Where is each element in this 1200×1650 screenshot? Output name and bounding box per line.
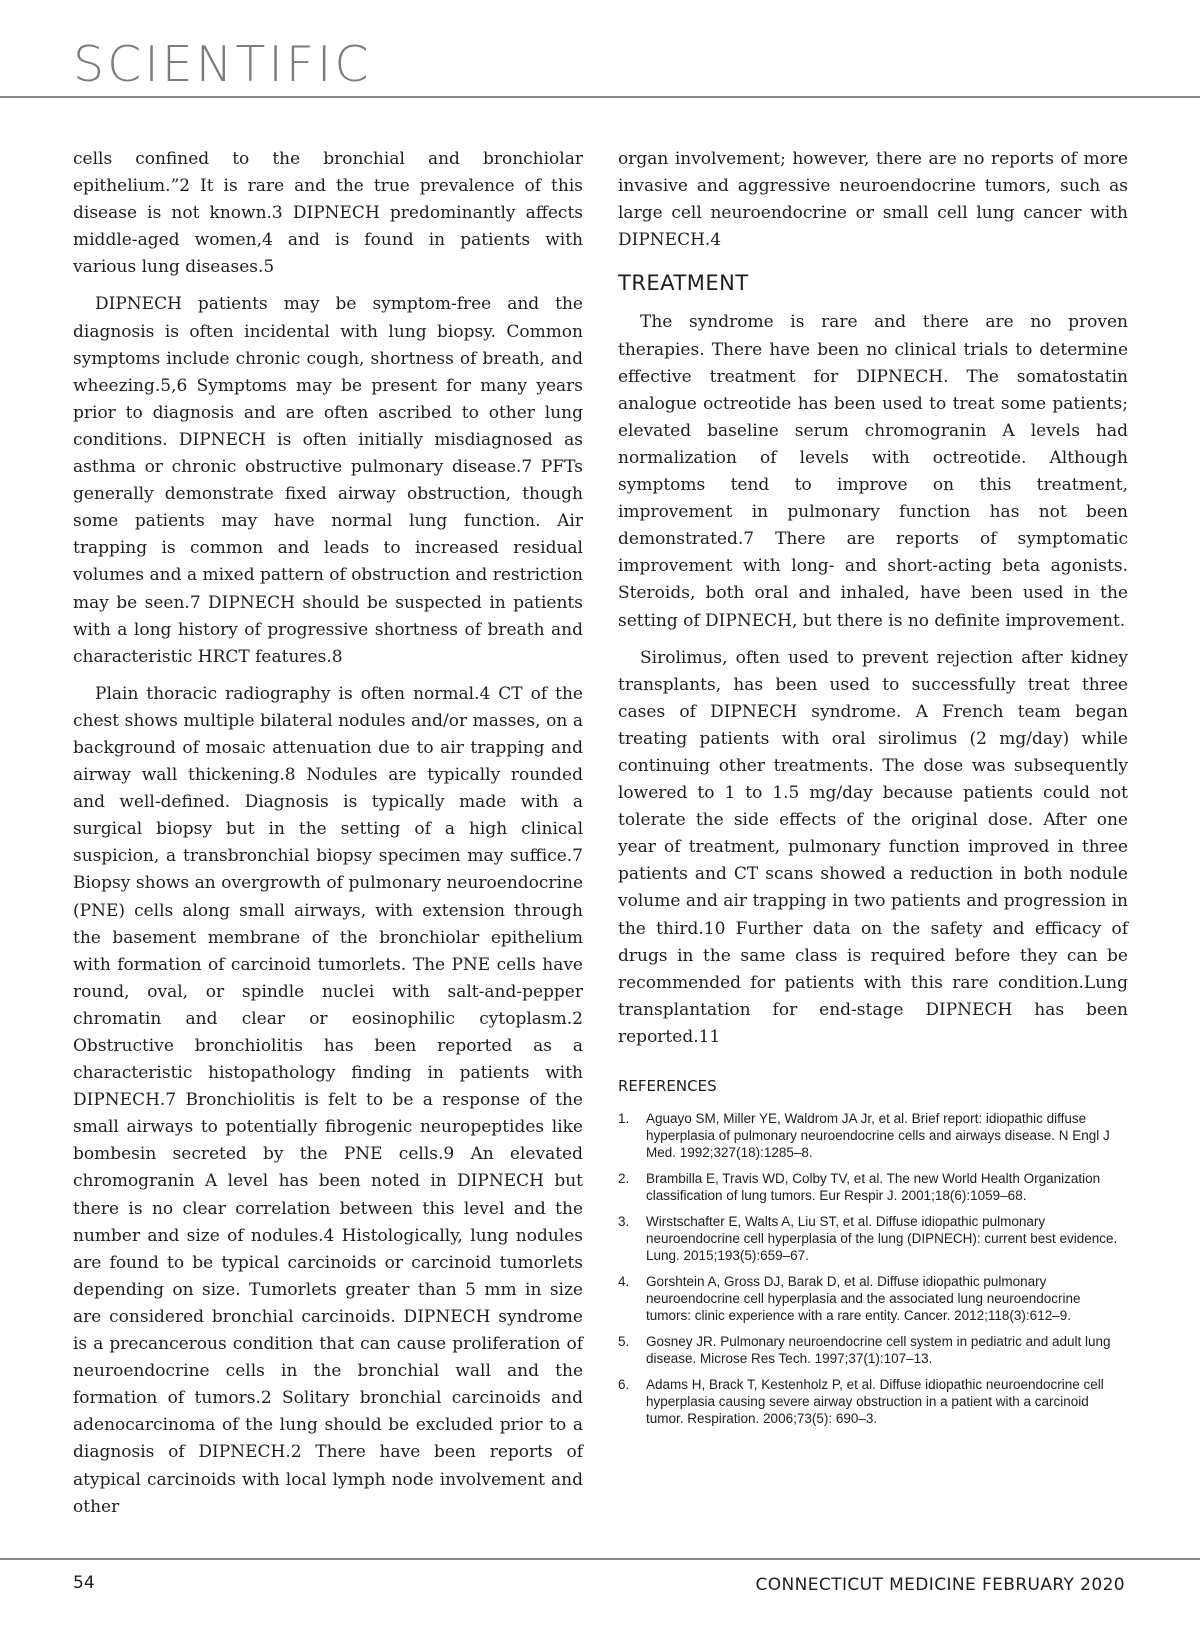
body-paragraph: Sirolimus, often used to prevent rejection after kidney transplants, has been used to successfully treat three cases of DIPNECH syndrome. A French team began treating patients with oral sirolimus (2 mg/day) while continuing other treatments. The dose was subsequently lowered to 1 to 1.5 mg/day because patients could not tolerate the side effects of the original dose. After one year of treatment, pulmonary function improved in three patients and CT scans showed a reduction in both nodule volume and air trapping in two patients and progression in the third.10 Further data on the safety and efficacy of drugs in the same class is required before they can be recommended for patients with this rare condition.Lung transplantation for end-stage DIPNECH has been reported.11 bbox=[618, 647, 1128, 1047]
reference-text: Gorshtein A, Gross DJ, Barak D, et al. Diffuse idiopathic pulmonary neuroendocrine cell hyperplasia and the associated lung neuroendocrine tumors: clinic experience with a rare entity. Cancer. 2012;118(3):612–9. bbox=[646, 1274, 1081, 1324]
reference-item bbox=[618, 1333, 1128, 1367]
bottom-divider bbox=[0, 1558, 1200, 1560]
reference-item bbox=[618, 1273, 1128, 1324]
section-header: SCIENTIFIC bbox=[73, 36, 372, 93]
top-divider bbox=[0, 96, 1200, 98]
reference-text: Aguayo SM, Miller YE, Waldrom JA Jr, et al. Brief report: idiopathic diffuse hyperplasia of pulmonary neuroendocrine cells and airways disease. N Engl J Med. 1992;327(18):1285–8. bbox=[646, 1111, 1110, 1161]
body-paragraph: organ involvement; however, there are no reports of more invasive and aggressive neuroendocrine tumors, such as large cell neuroendocrine or small cell lung cancer with DIPNECH.4 bbox=[618, 149, 1128, 251]
reference-number: 1. bbox=[618, 1111, 630, 1127]
page-number: 54 bbox=[73, 1573, 95, 1593]
reference-number: 4. bbox=[618, 1274, 630, 1290]
journal-footer: CONNECTICUT MEDICINE FEBRUARY 2020 bbox=[755, 1575, 1125, 1595]
body-paragraph: DIPNECH patients may be symptom-free and the diagnosis is often incidental with lung biopsy. Common symptoms include chronic cough, shortness of breath, and wheezing.5,6 Symptoms may be present for many years prior to diagnosis and are often ascribed to other lung conditions. DIPNECH is often initially misdiagnosed as asthma or chronic obstructive pulmonary disease.7 PFTs generally demonstrate fixed airway obstruction, though some patients may have normal lung function. Air trapping is common and leads to increased residual volumes and a mixed pattern of obstruction and restriction may be seen.7 DIPNECH should be suspected in patients with a long history of progressive shortness of breath and characteristic HRCT features.8 bbox=[73, 294, 583, 667]
left-column bbox=[73, 146, 583, 1531]
reference-text: Brambilla E, Travis WD, Colby TV, et al. The new World Health Organization classification of lung tumors. Eur Respir J. 2001;18(6):1059–68. bbox=[646, 1171, 1101, 1204]
body-paragraph: cells confined to the bronchial and bronchiolar epithelium.”2 It is rare and the true prevalence of this disease is not known.3 DIPNECH predominantly affects middle-aged women,4 and is found in patients with various lung diseases.5 bbox=[73, 149, 583, 278]
body-paragraph: The syndrome is rare and there are no proven therapies. There have been no clinical trials to determine effective treatment for DIPNECH. The somatostatin analogue octreotide has been used to treat some patients; elevated baseline serum chromogranin A levels had normalization of levels with octreotide. Although symptoms tend to improve on this treatment, improvement in pulmonary function has not been demonstrated.7 There are reports of symptomatic improvement with long- and short-acting beta agonists. Steroids, both oral and inhaled, have been used in the setting of DIPNECH, but there is no definite improvement. bbox=[618, 312, 1128, 631]
reference-number: 6. bbox=[618, 1377, 630, 1393]
reference-text: Adams H, Brack T, Kestenholz P, et al. Diffuse idiopathic neuroendocrine cell hyperplasia causing severe airway obstruction in a patient with a carcinoid tumor. Respiration. 2006;73(5): 690–3. bbox=[646, 1377, 1104, 1427]
reference-text: Wirstschafter E, Walts A, Liu ST, et al. Diffuse idiopathic pulmonary neuroendocrine cell hyperplasia of the lung (DIPNECH): current best evidence. Lung. 2015;193(5):659–67. bbox=[646, 1214, 1118, 1264]
reference-number: 5. bbox=[618, 1334, 630, 1350]
reference-item bbox=[618, 1213, 1128, 1264]
reference-number: 3. bbox=[618, 1214, 630, 1230]
reference-text: Gosney JR. Pulmonary neuroendocrine cell system in pediatric and adult lung disease. Microse Res Tech. 1997;37(1):107–13. bbox=[646, 1334, 1111, 1367]
references-heading: REFERENCES bbox=[618, 1077, 717, 1095]
reference-item bbox=[618, 1170, 1128, 1204]
reference-item bbox=[618, 1110, 1128, 1161]
treatment-heading: TREATMENT bbox=[618, 271, 749, 296]
right-column bbox=[618, 146, 1128, 1436]
body-paragraph: Plain thoracic radiography is often normal.4 CT of the chest shows multiple bilateral nodules and/or masses, on a background of mosaic attenuation due to air trapping and airway wall thickening.8 Nodules are typically rounded and well-defined. Diagnosis is typically made with a surgical biopsy but in the setting of a high clinical suspicion, a transbronchial biopsy specimen may suffice.7 Biopsy shows an overgrowth of pulmonary neuroendocrine (PNE) cells along small airways, with extension through the basement membrane of the bronchiolar epithelium with formation of carcinoid tumorlets. The PNE cells have round, oval, or spindle nuclei with salt-and-pepper chromatin and clear or eosinophilic cytoplasm.2 Obstructive bronchiolitis has been reported as a characteristic histopathology finding in patients with DIPNECH.7 Bronchiolitis is felt to be a response of the small airways to potentially fibrogenic neuropeptides like bombesin secreted by the PNE cells.9 An elevated chromogranin A level has been noted in DIPNECH but there is no clear correlation between this level and the number and size of nodules.4 Histologically, lung nodules are found to be typical carcinoids or carcinoid tumorlets depending on size. Tumorlets greater than 5 mm in size are considered bronchial carcinoids. DIPNECH syndrome is a precancerous condition that can cause proliferation of neuroendocrine cells in the bronchial wall and the formation of tumors.2 Solitary bronchial carcinoids and adenocarcinoma of the lung should be excluded prior to a diagnosis of DIPNECH.2 There have been reports of atypical carcinoids with local lymph node involvement and other bbox=[73, 683, 583, 1517]
reference-number: 2. bbox=[618, 1171, 630, 1187]
references-list bbox=[618, 1110, 1128, 1427]
reference-item bbox=[618, 1376, 1128, 1427]
